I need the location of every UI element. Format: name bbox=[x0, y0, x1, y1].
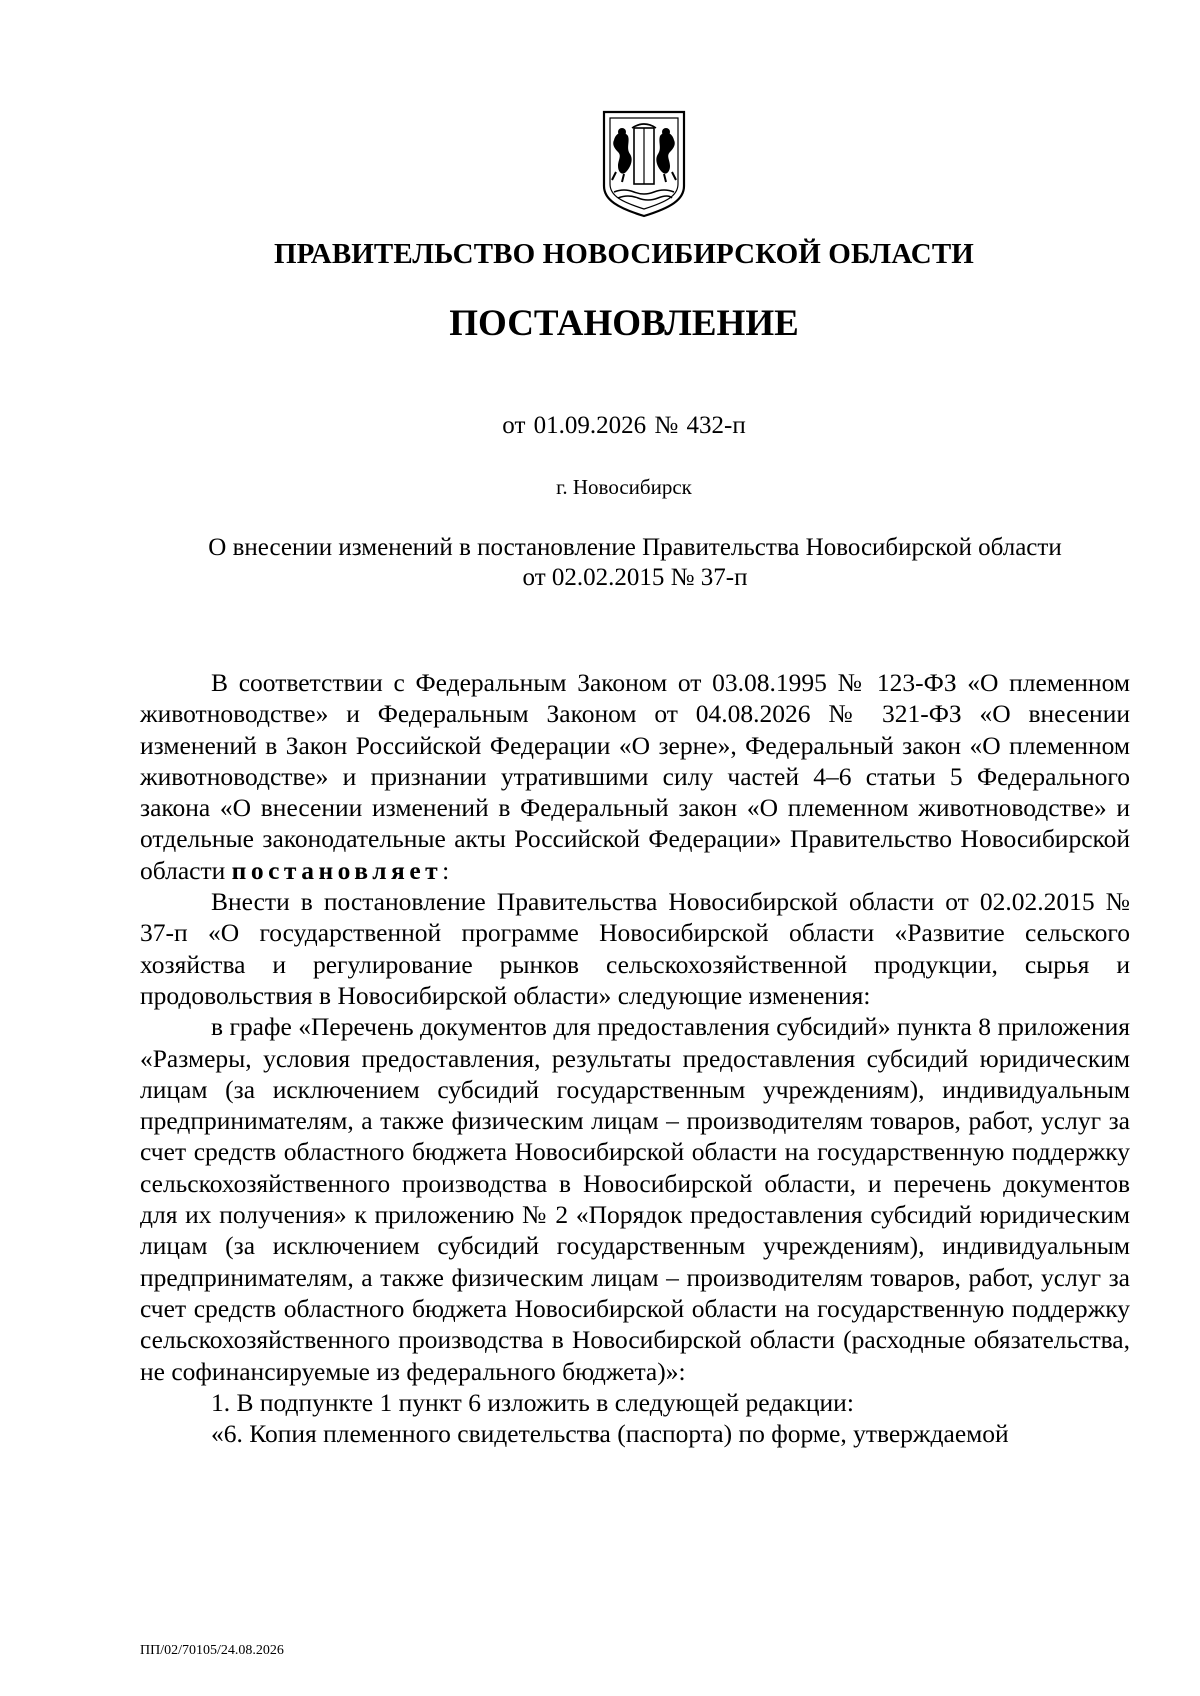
document-city: г. Новосибирск bbox=[556, 475, 692, 499]
body-paragraph-2: в графе «Перечень документов для предоставления субсидий» пункта 8 приложения «Размеры, условия предоставления, результаты предоставления субсидий юридическим лицам (за исключением субсидий государственным учреждениям), индивидуальным предпринимателям, а также физическим лицам – производителям товаров, работ, услуг за счет средств областного бюджета Новосибирской области на государственную поддержку сельскохозяйственного производства в Новосибирской области, и перечень документов для их получения» к приложению № 2 «Порядок предоставления субсидий юридическим лицам (за исключением субсидий государственным учреждениям), индивидуальным предпринимателям, а также физическим лицам – производителям товаров, работ, услуг за счет средств областного бюджета Новосибирской области на государственную поддержку сельскохозяйственного производства в Новосибирской области (расходные обязательства, не софинансируемые из федерального бюджета)»: bbox=[140, 1012, 1130, 1386]
document-body bbox=[140, 667, 1130, 1449]
subject-line-1: О внесении изменений в постановление Правительства Новосибирской области bbox=[208, 534, 1062, 561]
organization-title: ПРАВИТЕЛЬСТВО НОВОСИБИРСКОЙ ОБЛАСТИ bbox=[274, 238, 974, 270]
subject-line-2: от 02.02.2015 № 37-п bbox=[522, 564, 748, 591]
decree-word: постановляет bbox=[231, 855, 443, 885]
body-paragraph-3: 1. В подпункте 1 пункт 6 изложить в следующей редакции: bbox=[211, 1387, 854, 1417]
decree-colon: : bbox=[442, 855, 450, 885]
coat-of-arms-icon bbox=[600, 108, 688, 218]
document-date-number: от 01.09.2026 № 432-п bbox=[502, 412, 746, 439]
document-type-title: ПОСТАНОВЛЕНИЕ bbox=[449, 303, 799, 344]
document-subject bbox=[140, 533, 1130, 593]
preamble-text: В соответствии с Федеральным Законом от 03.08.1995 № 123-ФЗ «О племенном животноводстве» и Федеральным Законом от 04.08.2026 № 321-ФЗ «О внесении изменений в Закон Российской Федерации «О зерне», Федеральный закон «О племенном животноводстве» и признании утратившими силу частей 4–6 статьи 5 Федерального закона «О внесении изменений в Федеральный закон «О племенном животноводстве» и отдельные законодательные акты Российской Федерации» Правительство Новосибирской области bbox=[140, 668, 1130, 885]
footer-document-code: ПП/02/70105/24.08.2026 bbox=[140, 1643, 284, 1658]
body-paragraph-1: Внести в постановление Правительства Новосибирской области от 02.02.2015 № 37-п «О государственной программе Новосибирской области «Развитие сельского хозяйства и регулирование рынков сельскохозяйственной продукции, сырья и продовольствия в Новосибирской области» следующие изменения: bbox=[140, 887, 1130, 1010]
preamble-paragraph bbox=[140, 667, 1130, 886]
body-paragraph-4: «6. Копия племенного свидетельства (паспорта) по форме, утверждаемой bbox=[211, 1419, 1009, 1449]
